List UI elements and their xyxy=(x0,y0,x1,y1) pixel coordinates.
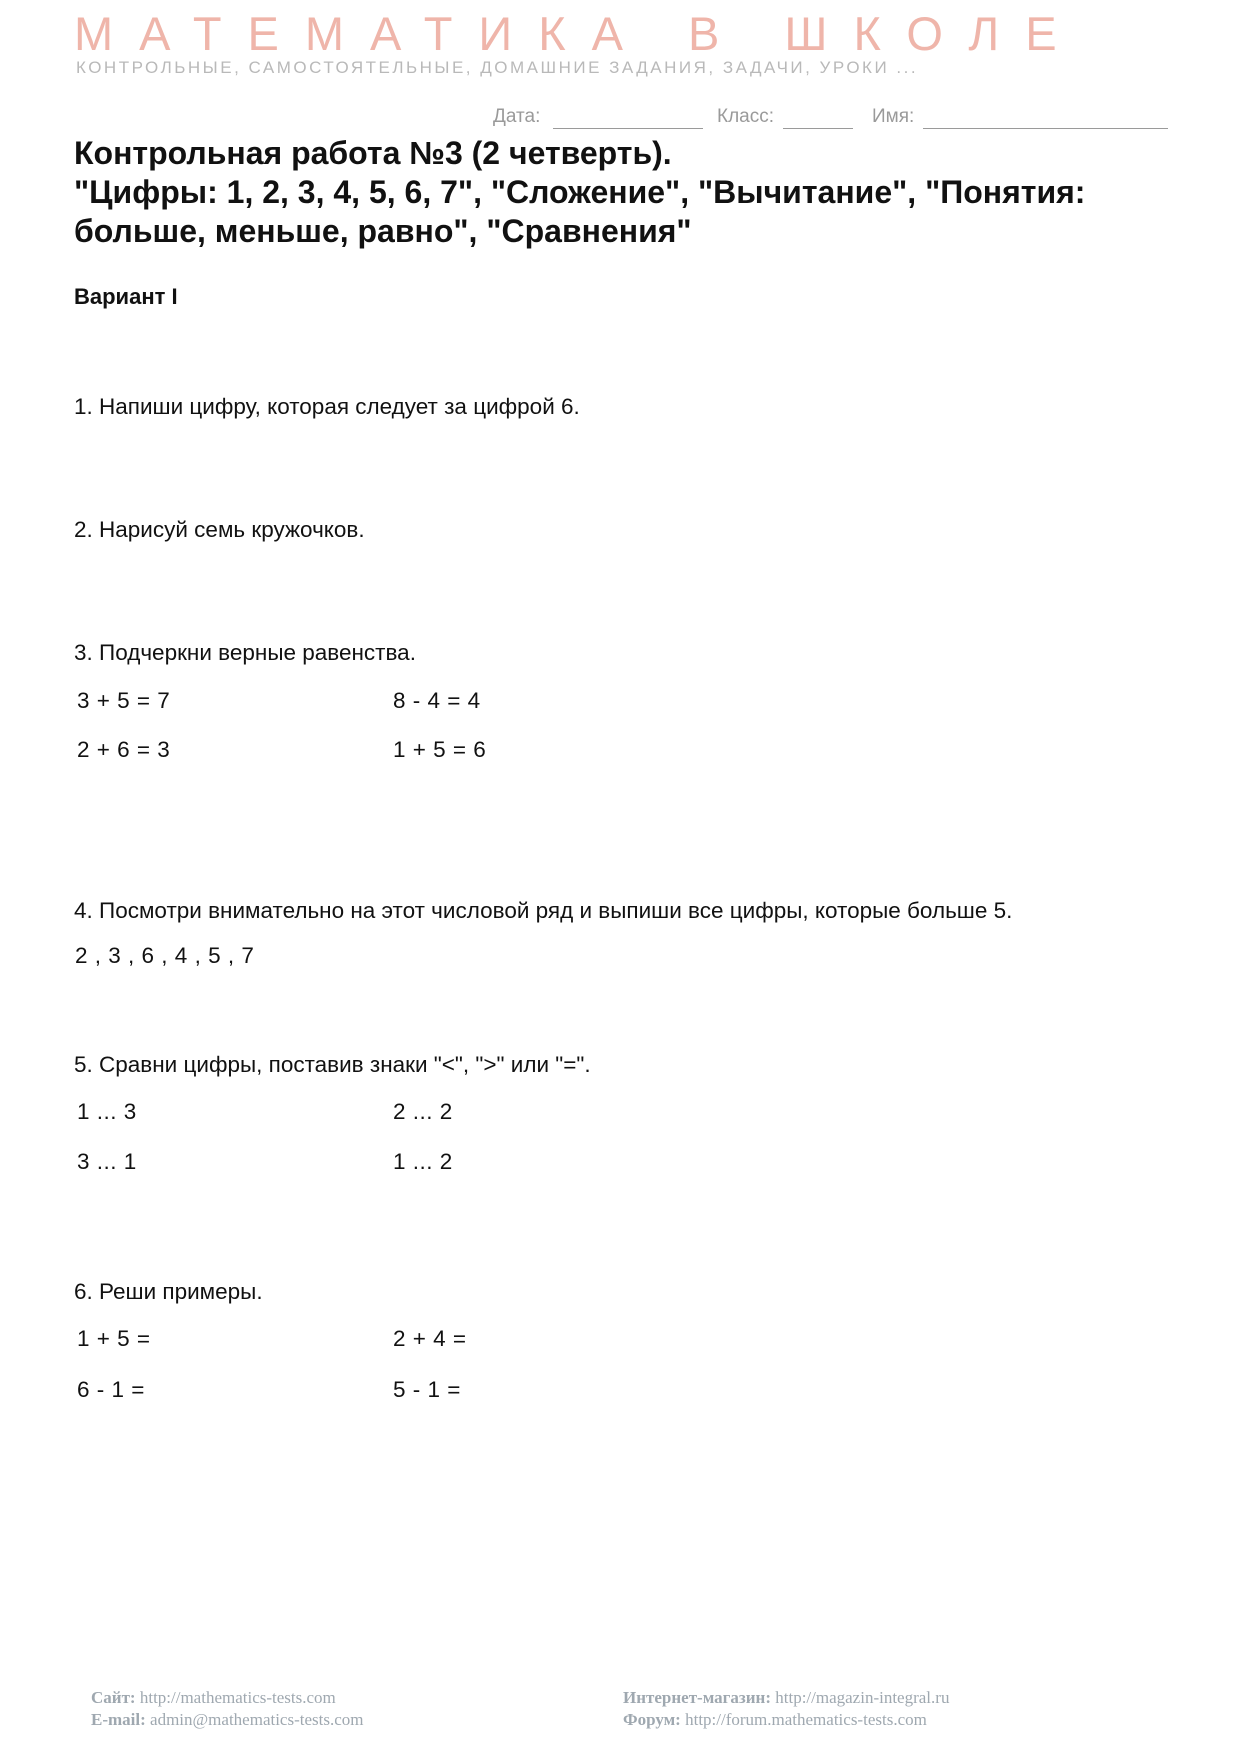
brand-title: МАТЕМАТИКА В ШКОЛЕ xyxy=(74,7,1083,60)
name-field[interactable] xyxy=(923,128,1168,129)
class-field[interactable] xyxy=(783,128,853,129)
comparison-item: 2 ... 2 xyxy=(393,1099,453,1124)
footer-shop xyxy=(623,1688,949,1708)
variant-label: Вариант I xyxy=(74,284,178,309)
equation-item: 3 + 5 = 7 xyxy=(77,688,171,713)
title-line-3: больше, меньше, равно", "Сравнения" xyxy=(74,213,692,249)
equation-item: 8 - 4 = 4 xyxy=(393,688,481,713)
equation-item: 2 + 6 = 3 xyxy=(77,737,171,762)
brand-subtitle: КОНТРОЛЬНЫЕ, САМОСТОЯТЕЛЬНЫЕ, ДОМАШНИЕ ЗАДАНИЯ, ЗАДАЧИ, УРОКИ ... xyxy=(76,58,919,77)
footer-forum xyxy=(623,1710,927,1730)
comparison-item: 1 ... 3 xyxy=(77,1099,137,1124)
footer-forum-label: Форум: xyxy=(623,1710,681,1729)
name-label: Имя: xyxy=(872,106,915,127)
comparison-item: 3 ... 1 xyxy=(77,1149,137,1174)
class-label: Класс: xyxy=(717,106,774,127)
footer-email xyxy=(91,1710,364,1730)
footer-site-link[interactable]: http://mathematics-tests.com xyxy=(139,1688,336,1707)
footer-site-label: Сайт: xyxy=(91,1688,136,1707)
example-item: 2 + 4 = xyxy=(393,1326,467,1351)
number-series: 2 , 3 , 6 , 4 , 5 , 7 xyxy=(75,943,255,968)
date-label: Дата: xyxy=(493,106,541,127)
comparison-item: 1 ... 2 xyxy=(393,1149,453,1174)
question-3: 3. Подчеркни верные равенства. xyxy=(74,640,416,665)
footer-site xyxy=(91,1688,336,1708)
question-2: 2. Нарисуй семь кружочков. xyxy=(74,517,365,542)
example-item: 1 + 5 = xyxy=(77,1326,151,1351)
title-line-1: Контрольная работа №3 (2 четверть). xyxy=(74,135,672,171)
question-5: 5. Сравни цифры, поставив знаки "<", ">" или "=". xyxy=(74,1052,591,1077)
page-title xyxy=(74,134,1174,251)
question-4: 4. Посмотри внимательно на этот числовой ряд и выпиши все цифры, которые больше 5. xyxy=(74,898,1013,923)
footer-email-link[interactable]: admin@mathematics-tests.com xyxy=(150,1710,364,1729)
title-line-2: "Цифры: 1, 2, 3, 4, 5, 6, 7", "Сложение", "Вычитание", "Понятия: xyxy=(74,174,1086,210)
footer-shop-link[interactable]: http://magazin-integral.ru xyxy=(775,1688,950,1707)
example-item: 5 - 1 = xyxy=(393,1377,461,1402)
question-6: 6. Реши примеры. xyxy=(74,1279,263,1304)
question-1: 1. Напиши цифру, которая следует за цифрой 6. xyxy=(74,394,580,419)
date-field[interactable] xyxy=(553,128,703,129)
example-item: 6 - 1 = xyxy=(77,1377,145,1402)
footer-shop-label: Интернет-магазин: xyxy=(623,1688,771,1707)
footer-email-label: E-mail: xyxy=(91,1710,146,1729)
equation-item: 1 + 5 = 6 xyxy=(393,737,487,762)
footer-forum-link[interactable]: http://forum.mathematics-tests.com xyxy=(685,1710,927,1729)
